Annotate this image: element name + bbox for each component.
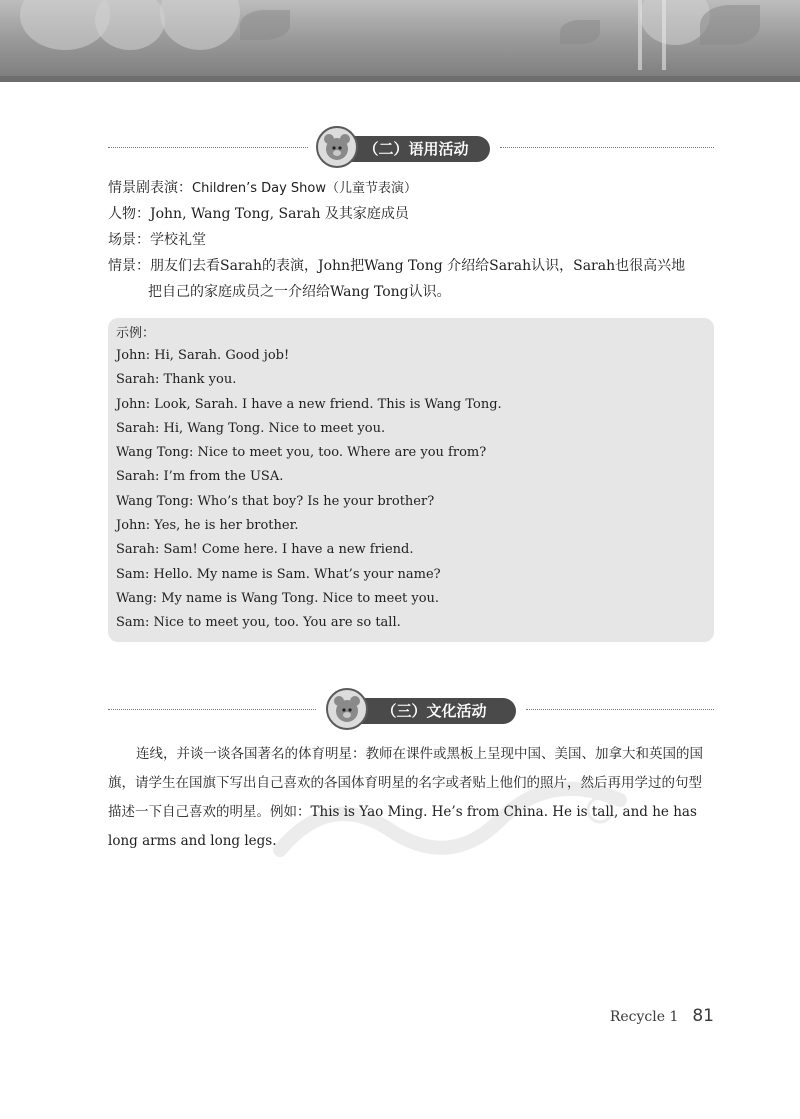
scene-value: 学校礼堂 (150, 232, 206, 248)
dialogue-line: Wang Tong: Nice to meet you, too. Where are you from? (116, 445, 487, 461)
dialogue-line: John: Yes, he is her brother. (116, 518, 299, 534)
header-banner (0, 0, 800, 82)
culture-activity-text: 连线，并谈一谈各国著名的体育明星：教师在课件或黑板上呈现中国、美国、加拿大和英国的国旗，请学生在国旗下写出自己喜欢的各国体育明星的名字或者贴上他们的照片，然后再用学过的句型描述一下自己喜欢的明星。例如：This is Yao Ming. He’s from China. He is tall, and he has long arms and long legs. (108, 746, 703, 849)
dialogue-line: Sarah: Sam! Come here. I have a new friend. (116, 542, 414, 558)
page-number: 81 (692, 1006, 714, 1026)
characters-line (108, 204, 409, 224)
culture-activity-paragraph (108, 740, 714, 856)
dialogue-line: Sarah: Hi, Wang Tong. Nice to meet you. (116, 420, 386, 436)
dialogue-line: John: Look, Sarah. I have a new friend. This is Wang Tong. (116, 396, 502, 412)
play-value: Children’s Day Show（儿童节表演） (192, 181, 418, 196)
play-label: 情景剧表演： (108, 180, 192, 196)
dialogue-line: Sarah: Thank you. (116, 372, 237, 388)
page-footer (580, 1006, 714, 1030)
characters-value: John, Wang Tong, Sarah 及其家庭成员 (150, 206, 409, 222)
characters-label: 人物： (108, 206, 150, 222)
section-3-title: （三）文化活动 (330, 698, 516, 724)
dialogue-line: Wang: My name is Wang Tong. Nice to meet you. (116, 590, 440, 606)
scene-line (108, 230, 206, 250)
dialogue-line: Wang Tong: Who’s that boy? Is he your brother? (116, 493, 435, 509)
situation-label: 情景： (108, 258, 150, 274)
dialogue-line: John: Hi, Sarah. Good job! (116, 348, 290, 363)
footer-unit: Recycle 1 (609, 1009, 679, 1025)
scene-label: 场景： (108, 232, 150, 248)
section-2-title: （二）语用活动 (320, 136, 490, 162)
dialogue-line: Sarah: I’m from the USA. (116, 469, 284, 485)
dialogue-line: Sam: Nice to meet you, too. You are so tall. (116, 615, 401, 631)
dialogue-line: Sam: Hello. My name is Sam. What’s your name? (116, 566, 441, 582)
example-dialogue-box (108, 318, 714, 642)
situation-text-1: 朋友们去看Sarah的表演，John把Wang Tong 介绍给Sarah认识，Sarah也很高兴地 (150, 258, 686, 274)
play-line (108, 178, 417, 199)
section-2-header (108, 128, 714, 168)
example-title: 示例： (116, 326, 156, 341)
bear-mascot-icon (316, 126, 358, 168)
bear-mascot-icon (326, 688, 368, 730)
section-3-header (108, 690, 714, 730)
situation-text-2: 把自己的家庭成员之一介绍给Wang Tong认识。 (148, 284, 451, 300)
situation-line (108, 256, 685, 276)
